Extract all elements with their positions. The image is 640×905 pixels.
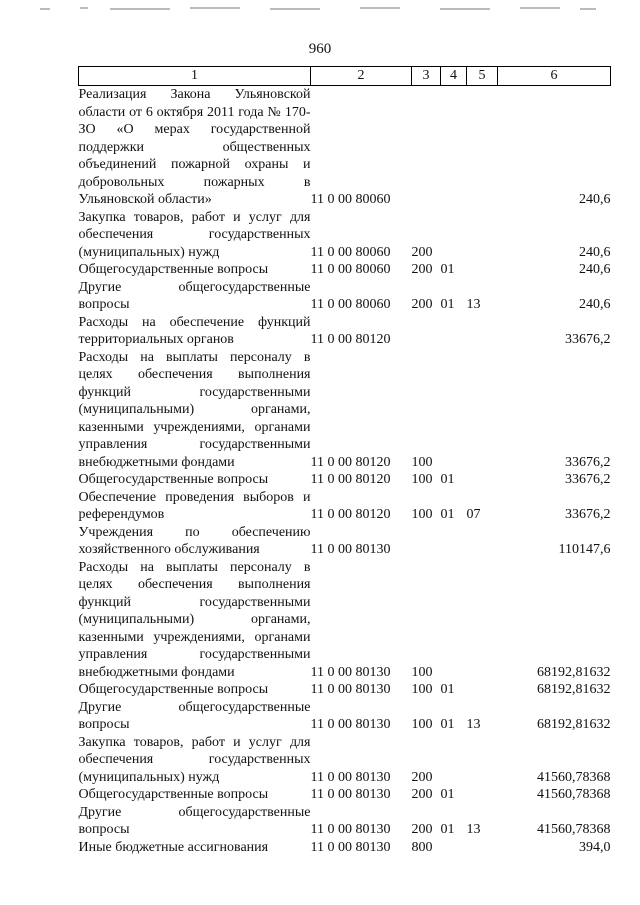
row-target-code: 11 0 00 80130 xyxy=(310,664,391,680)
row-amount: 68192,81632 xyxy=(537,717,611,732)
row-target-code: 11 0 00 80060 xyxy=(310,297,391,312)
row-description: Другие общегосударственные вопросы xyxy=(78,279,311,312)
row-expense-type: 200 xyxy=(411,769,433,785)
row-section: 01 xyxy=(440,472,455,487)
row-section: 01 xyxy=(440,297,455,312)
row-target-code: 11 0 00 80130 xyxy=(310,717,391,732)
row-section: 01 xyxy=(440,717,455,732)
table-header-row xyxy=(79,67,611,86)
row-amount: 240,6 xyxy=(579,297,611,312)
row-target-code: 11 0 00 80120 xyxy=(310,507,391,522)
row-expense-type: 200 xyxy=(411,822,433,837)
row-expense-type: 200 xyxy=(411,262,433,277)
row-section: 01 xyxy=(440,507,455,522)
row-subsection xyxy=(467,839,498,857)
row-section xyxy=(441,86,467,209)
table-row xyxy=(79,471,611,489)
row-expense-type xyxy=(412,86,441,209)
row-expense-type: 100 xyxy=(411,717,433,732)
row-section: 01 xyxy=(440,787,455,802)
row-amount: 110147,6 xyxy=(558,542,611,557)
row-target-code: 11 0 00 80130 xyxy=(310,787,391,802)
row-description: Обеспечение проведения выборов и референдумов xyxy=(78,489,311,522)
row-expense-type: 200 xyxy=(411,244,433,260)
row-target-code: 11 0 00 80130 xyxy=(310,682,391,697)
table-row xyxy=(79,559,611,682)
row-description: Общегосударственные вопросы xyxy=(78,472,269,487)
row-description: Учреждения по обеспечению хозяйственного обслуживания xyxy=(78,524,311,557)
table-row xyxy=(79,734,611,787)
table-row xyxy=(79,524,611,559)
row-amount: 41560,78368 xyxy=(537,769,611,785)
row-section xyxy=(441,314,467,349)
row-subsection xyxy=(467,349,498,472)
row-amount: 240,6 xyxy=(579,262,611,277)
table-row xyxy=(79,314,611,349)
row-amount: 33676,2 xyxy=(565,332,611,347)
row-amount: 394,0 xyxy=(579,839,611,855)
column-header-expense-type: 3 xyxy=(412,67,441,86)
row-description: Закупка товаров, работ и услуг для обеспечения государственных (муниципальных) нужд xyxy=(78,209,311,260)
column-header-code: 2 xyxy=(311,67,412,86)
column-header-description: 1 xyxy=(79,67,311,86)
row-subsection xyxy=(467,209,498,262)
row-amount: 41560,78368 xyxy=(537,787,611,802)
row-expense-type: 100 xyxy=(411,472,433,487)
column-header-subsection: 5 xyxy=(467,67,498,86)
row-section xyxy=(441,209,467,262)
page-number: 960 xyxy=(308,41,332,57)
row-subsection xyxy=(467,559,498,682)
row-subsection xyxy=(467,681,498,699)
table-row xyxy=(79,261,611,279)
row-description: Другие общегосударственные вопросы xyxy=(78,804,311,837)
row-section: 01 xyxy=(440,822,455,837)
row-subsection xyxy=(467,261,498,279)
row-expense-type: 100 xyxy=(411,507,433,522)
row-target-code: 11 0 00 80060 xyxy=(310,192,391,207)
table-row xyxy=(79,279,611,314)
row-section: 01 xyxy=(440,682,455,697)
column-header-section: 4 xyxy=(441,67,467,86)
row-subsection xyxy=(467,786,498,804)
row-description: Закупка товаров, работ и услуг для обеспечения государственных (муниципальных) нужд xyxy=(78,734,311,785)
row-expense-type xyxy=(412,524,441,559)
row-subsection xyxy=(467,471,498,489)
row-target-code: 11 0 00 80120 xyxy=(310,454,391,470)
row-expense-type xyxy=(412,314,441,349)
table-body xyxy=(79,86,611,857)
row-description: Иные бюджетные ассигнования xyxy=(78,839,269,855)
row-amount: 240,6 xyxy=(579,244,611,260)
row-target-code: 11 0 00 80060 xyxy=(310,244,391,260)
row-target-code: 11 0 00 80130 xyxy=(310,822,391,837)
row-section xyxy=(441,734,467,787)
row-subsection xyxy=(467,86,498,209)
row-section: 01 xyxy=(440,262,455,277)
row-target-code: 11 0 00 80060 xyxy=(310,262,391,277)
row-subsection xyxy=(467,314,498,349)
row-description: Реализация Закона Ульяновской области от 6 октября 2011 года № 170-ЗО «О мерах государственной поддержки общественных объединений пожарной охраны и добровольных пожарных в Ульяновской области» xyxy=(78,87,311,207)
row-amount: 33676,2 xyxy=(565,472,611,487)
row-target-code: 11 0 00 80120 xyxy=(310,332,391,347)
row-target-code: 11 0 00 80120 xyxy=(310,472,391,487)
table-row xyxy=(79,209,611,262)
row-description: Расходы на выплаты персоналу в целях обеспечения выполнения функций государственными (муниципальными) органами, казенными учреждениями, органами управления государственными внебюджетными фондами xyxy=(78,349,311,470)
row-expense-type: 100 xyxy=(411,682,433,697)
scan-artifact-strip xyxy=(40,6,600,12)
row-amount: 33676,2 xyxy=(565,507,611,522)
table-row xyxy=(79,349,611,472)
row-subsection: 13 xyxy=(466,297,481,312)
table-row xyxy=(79,839,611,857)
table-row xyxy=(79,86,611,209)
row-description: Общегосударственные вопросы xyxy=(78,682,269,697)
row-expense-type: 100 xyxy=(411,454,433,470)
row-section xyxy=(441,559,467,682)
row-subsection: 13 xyxy=(466,717,481,732)
row-subsection: 13 xyxy=(466,822,481,837)
table-row xyxy=(79,786,611,804)
column-header-amount: 6 xyxy=(498,67,611,86)
row-description: Другие общегосударственные вопросы xyxy=(78,699,311,732)
table-row xyxy=(79,804,611,839)
row-expense-type: 200 xyxy=(411,297,433,312)
row-section xyxy=(441,524,467,559)
row-amount: 240,6 xyxy=(579,192,611,207)
row-subsection xyxy=(467,524,498,559)
row-description: Расходы на обеспечение функций территориальных органов xyxy=(78,314,311,347)
row-subsection xyxy=(467,734,498,787)
row-description: Общегосударственные вопросы xyxy=(78,262,269,277)
row-expense-type: 800 xyxy=(411,839,433,855)
row-amount: 33676,2 xyxy=(565,454,611,470)
row-subsection: 07 xyxy=(466,507,481,522)
row-section xyxy=(441,839,467,857)
table-row xyxy=(79,681,611,699)
row-amount: 68192,81632 xyxy=(537,664,611,680)
table-row xyxy=(79,489,611,524)
row-amount: 41560,78368 xyxy=(537,822,611,837)
row-target-code: 11 0 00 80130 xyxy=(310,769,391,785)
row-section xyxy=(441,349,467,472)
table-row xyxy=(79,699,611,734)
row-amount: 68192,81632 xyxy=(537,682,611,697)
budget-table xyxy=(78,66,611,856)
row-expense-type: 100 xyxy=(411,664,433,680)
row-target-code: 11 0 00 80130 xyxy=(310,839,391,855)
row-target-code: 11 0 00 80130 xyxy=(310,542,391,557)
row-description: Расходы на выплаты персоналу в целях обеспечения выполнения функций государственными (муниципальными) органами, казенными учреждениями, органами управления государственными внебюджетными фондами xyxy=(78,559,311,680)
row-description: Общегосударственные вопросы xyxy=(78,787,269,802)
row-expense-type: 200 xyxy=(411,787,433,802)
